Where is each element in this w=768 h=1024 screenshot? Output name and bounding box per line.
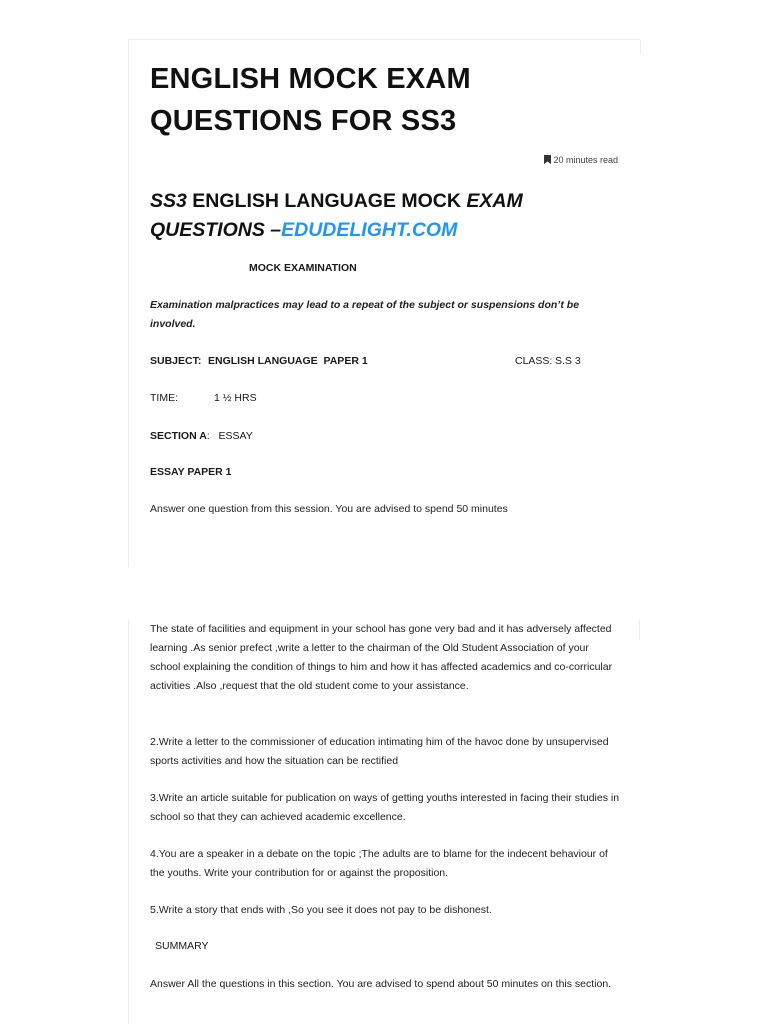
question-2: 2.Write a letter to the commissioner of education intimating him of the havoc done by unsupervised sports activities and how the situation can be rectified bbox=[150, 736, 609, 767]
question-4: 4.You are a speaker in a debate on the topic ;The adults are to blame for the indecent behaviour of the youths. Write your contribution for or against the proposition. bbox=[150, 848, 608, 879]
subject-value: ENGLISH LANGUAGE PAPER 1 bbox=[208, 355, 368, 367]
section-label: SECTION A bbox=[150, 430, 207, 442]
warning-text: Examination malpractices may lead to a repeat of the subject or suspensions don’t be involved. bbox=[150, 299, 580, 330]
bookmark-icon bbox=[544, 155, 551, 164]
subheading-part2: ENGLISH LANGUAGE MOCK bbox=[186, 190, 467, 212]
edudelight-link[interactable]: EDUDELIGHT.COM bbox=[281, 219, 458, 241]
summary-heading: SUMMARY bbox=[155, 940, 209, 952]
article-subheading bbox=[150, 187, 610, 245]
class-value: S.S 3 bbox=[555, 355, 581, 367]
subheading-part3: EXAM QUESTIONS – bbox=[150, 190, 523, 241]
mock-heading: MOCK EXAMINATION bbox=[249, 262, 357, 274]
read-time-text: 20 minutes read bbox=[553, 155, 618, 165]
paper-heading: ESSAY PAPER 1 bbox=[150, 466, 232, 478]
instruction-text: Answer one question from this session. You are advised to spend 50 minutes bbox=[150, 503, 508, 515]
section-value: ESSAY bbox=[218, 430, 253, 442]
section-line: SECTION A: ESSAY bbox=[150, 430, 253, 442]
question-1: The state of facilities and equipment in your school has gone very bad and it has adversely affected learning .As senior prefect ,write a letter to the chairman of the Old Student Association of your school explaining the condition of things to him and how it has affected academics and co-corricular activities .Also ,request that the old student come to your assistance. bbox=[150, 623, 613, 692]
question-5: 5.Write a story that ends with ,So you see it does not pay to be dishonest. bbox=[150, 904, 492, 916]
class-label: CLASS: bbox=[515, 355, 553, 367]
time-value: 1 ½ HRS bbox=[214, 392, 257, 404]
page-title: ENGLISH MOCK EXAM QUESTIONS FOR SS3 bbox=[150, 63, 471, 137]
summary-instruction: Answer All the questions in this section. You are advised to spend about 50 minutes on this section. bbox=[150, 978, 612, 990]
subject-label: SUBJECT: bbox=[150, 355, 202, 367]
subheading-part1: SS3 bbox=[150, 190, 187, 212]
time-label: TIME: bbox=[150, 392, 178, 404]
question-3: 3.Write an article suitable for publication on ways of getting youths interested in facing their studies in school so that they can achieved academic excellence. bbox=[150, 792, 620, 823]
read-time bbox=[470, 155, 618, 165]
